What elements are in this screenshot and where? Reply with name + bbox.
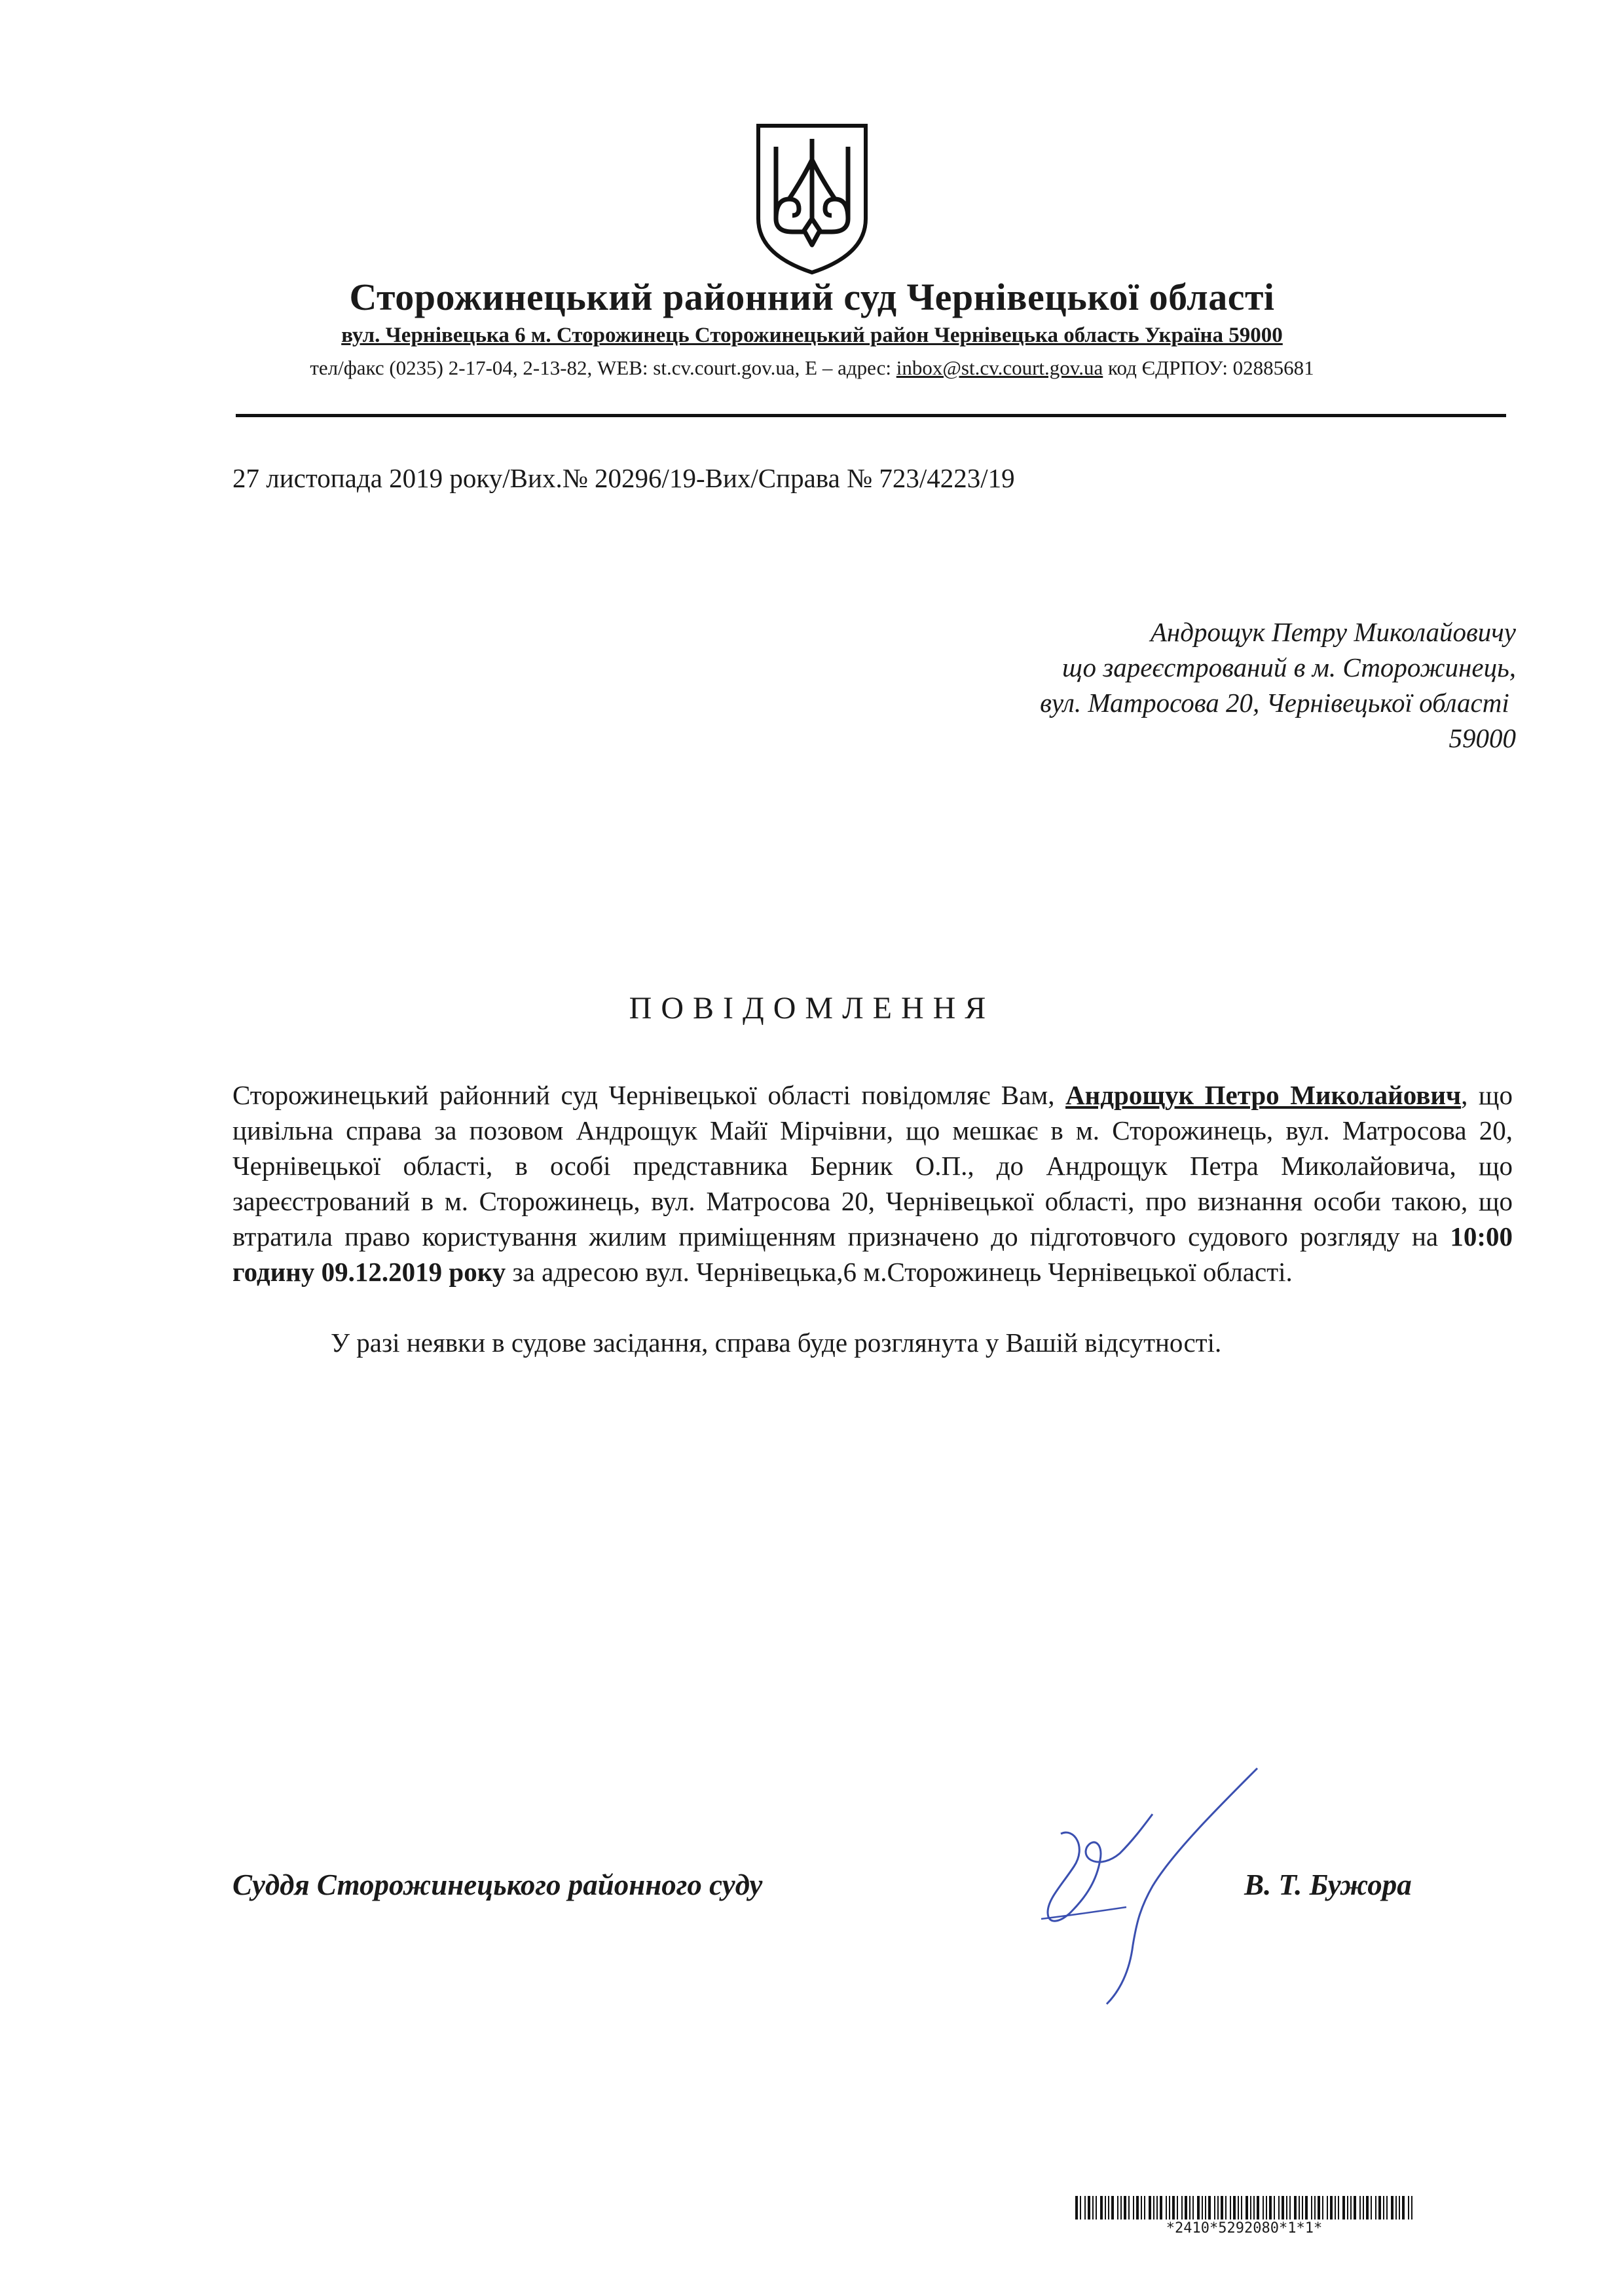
- recipient-line-3: вул. Матросова 20, Чернівецької області: [1040, 688, 1516, 718]
- email-link[interactable]: inbox@st.cv.court.gov.ua: [896, 356, 1103, 379]
- court-contacts: [0, 356, 1624, 380]
- contacts-suffix: код ЄДРПОУ: 02885681: [1103, 356, 1314, 379]
- coat-of-arms-icon: [753, 121, 871, 278]
- recipient-name: Андрощук Петру Миколайовичу: [1150, 617, 1516, 647]
- p1-text-2: , що цивільна справа за позовом Андрощук Майї Мірчівни, що мешкає в м. Сторожинець, вул. Матросова 20, Чернівецької області, в особі представника Берник О.П., до Андрощук Петра Миколайовича, що зареєстрований в м. Сторожинець, вул. Матросова 20, Чернівецької області, про визнання особи такою, що втратила право користування жилим приміщенням призначено до підготовчого судового розгляду на: [232, 1080, 1513, 1252]
- p1-text-3: за адресою вул. Чернівецька,6 м.Сторожинець Чернівецької області.: [506, 1257, 1293, 1287]
- recipient-postcode: 59000: [1449, 723, 1516, 753]
- judge-name: В. Т. Бужора: [1244, 1868, 1412, 1901]
- barcode-icon: [1074, 2196, 1414, 2220]
- notice-paragraph-1: [232, 1077, 1513, 1290]
- header-divider: [236, 414, 1506, 417]
- signature-title: Суддя Сторожинецького районного суду: [232, 1868, 763, 1901]
- p1-defendant-name: Андрощук Петро Миколайович: [1065, 1080, 1462, 1110]
- p1-text-1: Сторожинецький районний суд Чернівецької області повідомляє Вам,: [232, 1080, 1066, 1110]
- recipient-line-2: що зареєстрований в м. Сторожинець,: [1062, 652, 1516, 682]
- notice-paragraph-2: У разі неявки в судове засідання, справа буде розглянута у Вашій відсутності.: [331, 1328, 1222, 1358]
- contacts-prefix: тел/факс (0235) 2-17-04, 2-13-82, WEB: st.cv.court.gov.ua, E – адрес:: [310, 356, 896, 379]
- court-address: вул. Чернівецька 6 м. Сторожинець Сторожинецький район Чернівецька область Україна 59000: [341, 324, 1283, 347]
- reference-line: 27 листопада 2019 року/Вих.№ 20296/19-Вих/Справа № 723/4223/19: [232, 463, 1015, 493]
- barcode-caption: *2410*5292080*1*1*: [1166, 2220, 1323, 2237]
- recipient-block: [1040, 614, 1516, 756]
- notice-body: [232, 1077, 1513, 1360]
- p1-hearing-datetime: 10:00 годину 09.12.2019 року: [232, 1221, 1513, 1287]
- notice-title: ПОВІДОМЛЕННЯ: [629, 991, 995, 1026]
- court-name-heading: Сторожинецький районний суд Чернівецької області: [349, 276, 1275, 318]
- handwritten-signature: [1022, 1755, 1270, 2017]
